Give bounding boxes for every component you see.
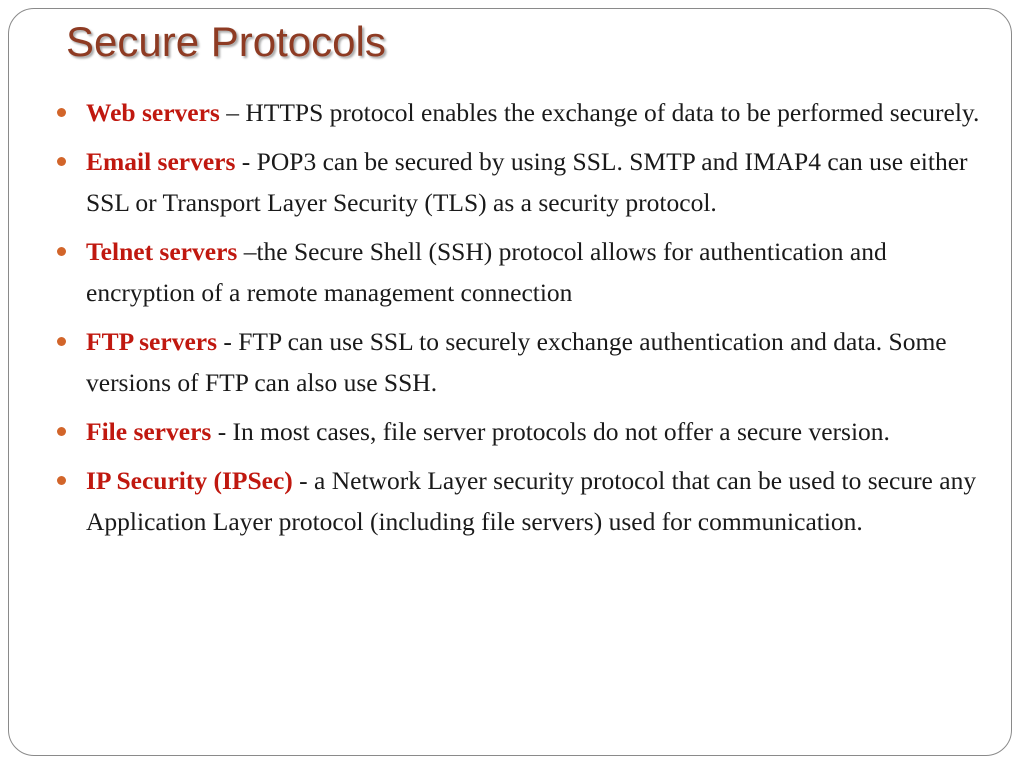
bullet-term: IP Security (IPSec)	[86, 466, 293, 495]
bullet-text: - FTP can use SSL to securely exchange authentication and data. Some versions of FTP can also use SSH.	[86, 327, 947, 397]
bullet-text: - a Network Layer security protocol that can be used to secure any Application Layer protocol (including file servers) used for communication.	[86, 466, 977, 536]
bullet-item-web-servers	[56, 92, 986, 133]
bullet-list	[56, 92, 986, 550]
bullet-text: – HTTPS protocol enables the exchange of data to be performed securely.	[219, 98, 980, 127]
bullet-item-email-servers	[56, 141, 986, 223]
bullet-item-file-servers	[56, 411, 986, 452]
bullet-dot-icon	[57, 157, 66, 166]
bullet-text: - In most cases, file server protocols do not offer a secure version.	[211, 417, 890, 446]
bullet-dot-icon	[57, 337, 66, 346]
bullet-term: Web servers	[86, 98, 220, 127]
bullet-item-ipsec	[56, 460, 986, 542]
bullet-text: - POP3 can be secured by using SSL. SMTP and IMAP4 can use either SSL or Transport Layer Security (TLS) as a security protocol.	[86, 147, 968, 217]
bullet-item-ftp-servers	[56, 321, 986, 403]
bullet-dot-icon	[57, 476, 66, 485]
bullet-dot-icon	[57, 247, 66, 256]
bullet-term: FTP servers	[86, 327, 217, 356]
bullet-dot-icon	[57, 427, 66, 436]
bullet-text: –the Secure Shell (SSH) protocol allows for authentication and encryption of a remote management connection	[86, 237, 887, 307]
slide-title: Secure Protocols	[66, 18, 386, 65]
bullet-term: File servers	[86, 417, 212, 446]
bullet-term: Telnet servers	[86, 237, 238, 266]
bullet-item-telnet-servers	[56, 231, 986, 313]
bullet-term: Email servers	[86, 147, 236, 176]
bullet-dot-icon	[57, 108, 66, 117]
